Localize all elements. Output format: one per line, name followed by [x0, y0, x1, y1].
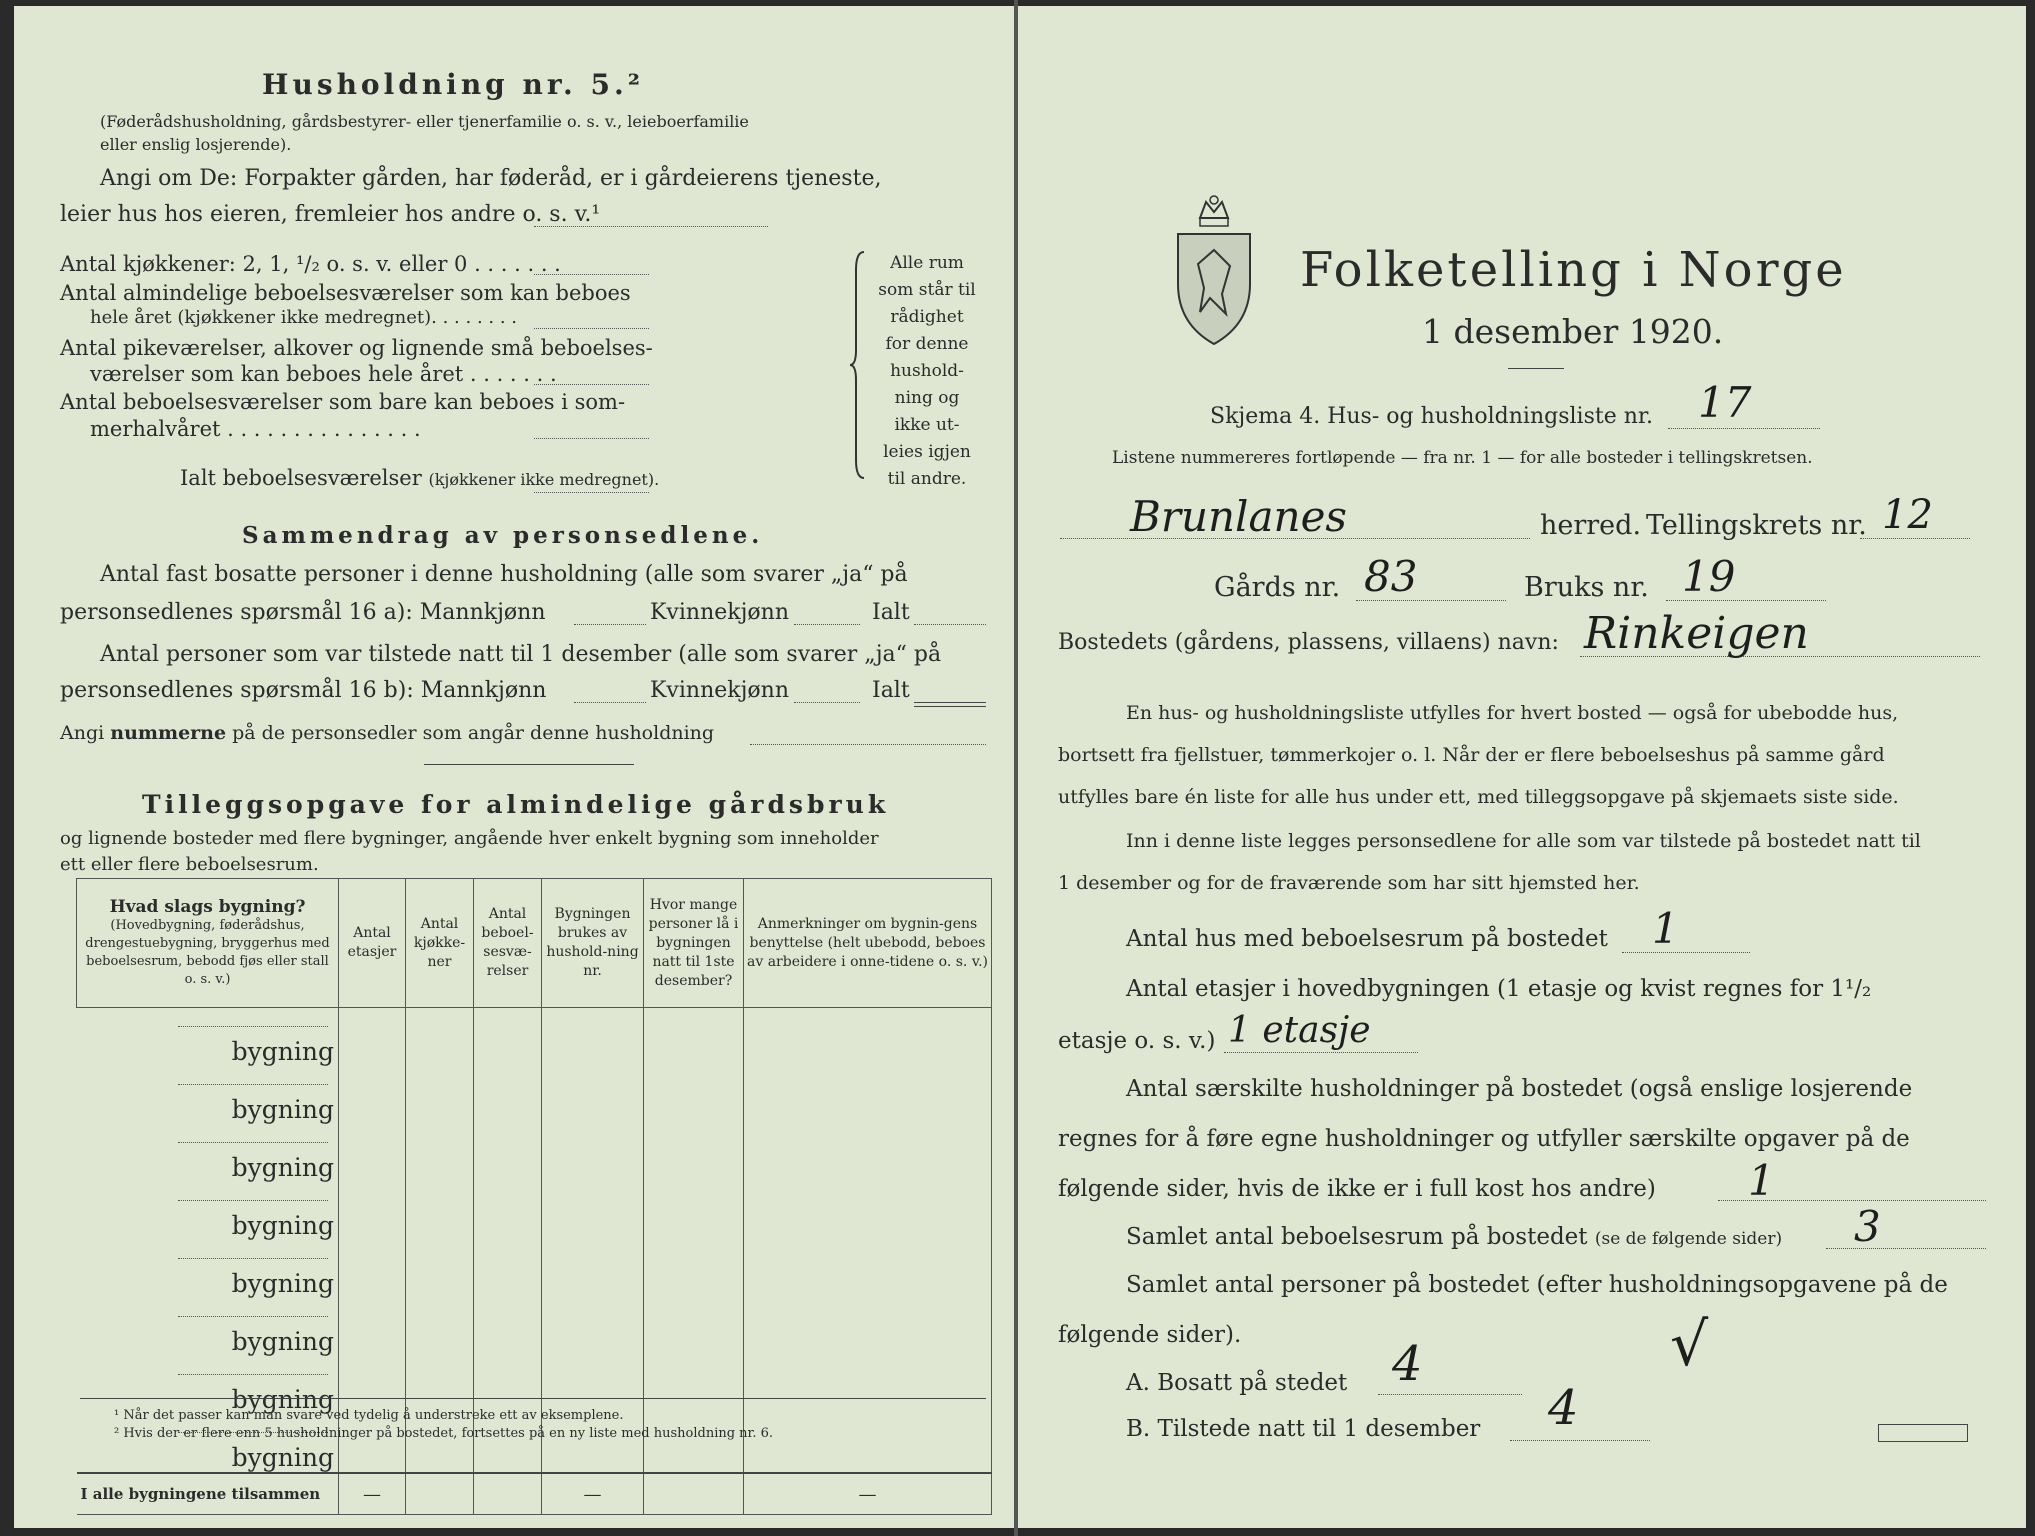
kitchens-label: Antal kjøkkener: 2, 1, ¹/₂ o. s. v. eller 0 . . . . . . .	[60, 252, 561, 276]
building-row-cell	[744, 1414, 992, 1473]
b-line	[1510, 1440, 1650, 1441]
supplement-heading: Tilleggsopgave for almindelige gårdsbruk	[142, 790, 890, 819]
building-row-label	[77, 1356, 339, 1414]
a-label: A. Bosatt på stedet	[1126, 1370, 1348, 1396]
summer-line	[534, 438, 649, 439]
summary-p1-l2: personsedlenes spørsmål 16 a): Mannkjønn	[60, 600, 546, 625]
building-row-cell	[339, 1240, 406, 1298]
row-fill-line	[178, 1026, 328, 1027]
herred-label: herred.	[1540, 510, 1642, 541]
gards-value: 83	[1364, 552, 1418, 601]
row-fill-line	[178, 1374, 328, 1375]
footnote-1: ¹ Når det passer kan man svare ved tydelig å understreke ett av eksemplene.	[114, 1408, 624, 1423]
coat-of-arms	[1170, 194, 1258, 356]
printer-stamp	[1878, 1424, 1968, 1442]
building-row-cell	[542, 1008, 644, 1067]
side-note-line: ning og	[894, 388, 960, 408]
coat-of-arms-icon	[1170, 194, 1258, 352]
building-row-cell	[474, 1182, 542, 1240]
left-page	[14, 6, 1014, 1528]
bosted-value: Rinkeigen	[1584, 608, 1809, 659]
answer-line	[534, 226, 768, 227]
row-label-text: bygning	[231, 1269, 334, 1298]
krets-line	[1860, 538, 1970, 539]
krets-label: Tellingskrets nr.	[1646, 510, 1867, 541]
p1-female-label: Kvinnekjønn	[650, 600, 789, 625]
ordinary-rooms-l2: hele året (kjøkkener ikke medregnet). . . . . . . .	[90, 307, 517, 328]
table-row	[77, 1124, 992, 1182]
col-household-no: Bygningen brukes av hushold-ning nr.	[542, 879, 644, 1008]
side-note-line: leies igjen	[883, 442, 971, 462]
side-note-line: rådighet	[890, 307, 964, 327]
numbers-post: på de personsedler som angår denne husholdning	[232, 722, 715, 744]
building-row-cell	[339, 1356, 406, 1414]
total-floors-dash: —	[339, 1473, 406, 1515]
q-rooms-line	[1826, 1248, 1986, 1249]
p1-total-line	[914, 624, 986, 625]
col-kitchens: Antal kjøkke-ner	[406, 879, 474, 1008]
q-rooms-value: 3	[1854, 1202, 1881, 1251]
a-line	[1378, 1394, 1522, 1395]
instr-l2: bortsett fra fjellstuer, tømmerkojer o. l. Når der er flere beboelseshus på samme gård	[1058, 744, 1885, 766]
building-row-cell	[542, 1356, 644, 1414]
col-remarks: Anmerkninger om bygnin-gens benyttelse (helt ubebodd, beboes av arbeidere i onne-tidene o. s. v.)	[744, 879, 992, 1008]
building-row-cell	[406, 1066, 474, 1124]
building-row-cell	[644, 1124, 744, 1182]
side-note-line: som står til	[878, 280, 976, 300]
building-row-label	[77, 1066, 339, 1124]
household-title: Husholdning nr. 5.²	[262, 68, 645, 101]
census-date: 1 desember 1920.	[1422, 312, 1724, 351]
q-rooms-text: Samlet antal beboelsesrum på bostedet	[1126, 1224, 1588, 1250]
ordinary-rooms-l1: Antal almindelige beboelsesværelser som kan beboes	[60, 281, 631, 305]
building-row-cell	[644, 1240, 744, 1298]
gards-label: Gårds nr.	[1214, 572, 1341, 603]
building-row-label	[77, 1182, 339, 1240]
col-rooms: Antal beboel-sesvæ-relser	[474, 879, 542, 1008]
q-houses-value: 1	[1652, 904, 1679, 953]
row-label-text: bygning	[231, 1385, 334, 1414]
question-line1: Angi om De: Forpakter gården, har føderåd, er i gårdeierens tjeneste,	[100, 166, 882, 191]
numbers-line	[750, 744, 986, 745]
supplement-text-l2: ett eller flere beboelsesrum.	[60, 854, 319, 875]
building-row-cell	[744, 1008, 992, 1067]
building-row-cell	[744, 1298, 992, 1356]
row-label-text: bygning	[231, 1037, 334, 1066]
table-row	[77, 1066, 992, 1124]
q-hh-l3: følgende sider, hvis de ikke er i full kost hos andre)	[1058, 1176, 1656, 1202]
building-row-cell	[744, 1356, 992, 1414]
building-row-label	[77, 1124, 339, 1182]
building-row-cell	[406, 1008, 474, 1067]
krets-value: 12	[1882, 492, 1933, 538]
summary-p2-l2: personsedlenes spørsmål 16 b): Mannkjønn	[60, 678, 547, 703]
p2-male-line	[574, 702, 646, 703]
side-note	[872, 250, 982, 493]
building-row-label	[77, 1298, 339, 1356]
q-floors-l1: Antal etasjer i hovedbygningen (1 etasje og kvist regnes for 1¹/₂	[1126, 976, 1872, 1002]
schema-label: Skjema 4. Hus- og husholdningsliste nr.	[1210, 404, 1653, 429]
q-persons-l1: Samlet antal personer på bostedet (efter husholdningsopgavene på de	[1126, 1272, 1948, 1298]
p2-total-line-2	[914, 706, 986, 707]
building-row-cell	[744, 1124, 992, 1182]
bosted-label: Bostedets (gårdens, plassens, villaens) navn:	[1058, 630, 1559, 655]
building-row-cell	[744, 1182, 992, 1240]
summary-heading: Sammendrag av personsedlene.	[242, 522, 764, 549]
building-row-cell	[339, 1298, 406, 1356]
census-title: Folketelling i Norge	[1300, 242, 1847, 298]
supplement-text-l1: og lignende bosteder med flere bygninger, angående hver enkelt bygning som inneholder	[60, 828, 879, 849]
maid-rooms-l2: værelser som kan beboes hele året . . . . . . .	[90, 362, 557, 386]
building-row-cell	[474, 1356, 542, 1414]
table-row	[77, 1008, 992, 1067]
row-fill-line	[178, 1258, 328, 1259]
b-value: 4	[1548, 1380, 1579, 1436]
q-houses-line	[1622, 952, 1750, 953]
numbering-note: Listene nummereres fortløpende — fra nr. 1 — for alle bosteder i tellingskretsen.	[1112, 448, 1813, 468]
building-row-cell	[644, 1356, 744, 1414]
building-row-cell	[474, 1066, 542, 1124]
building-row-cell	[406, 1356, 474, 1414]
building-row-cell	[339, 1066, 406, 1124]
bruks-label: Bruks nr.	[1524, 572, 1649, 603]
building-row-label	[77, 1240, 339, 1298]
instr-l1: En hus- og husholdningsliste utfylles for hvert bosted — også for ubebodde hus,	[1126, 702, 1899, 724]
row-fill-line	[178, 1316, 328, 1317]
footnote-rule	[80, 1398, 986, 1399]
total-remarks-dash: —	[744, 1473, 992, 1515]
p2-total-line	[914, 702, 986, 703]
total-household-dash: —	[542, 1473, 644, 1515]
row-label-text: bygning	[231, 1153, 334, 1182]
building-row-cell	[339, 1124, 406, 1182]
building-row-cell	[744, 1240, 992, 1298]
summary-p2-l1: Antal personer som var tilstede natt til 1 desember (alle som svarer „ja“ på	[100, 642, 942, 667]
building-row-cell	[644, 1298, 744, 1356]
herred-value: Brunlanes	[1130, 492, 1347, 541]
a-value: 4	[1392, 1336, 1423, 1392]
building-row-cell	[644, 1066, 744, 1124]
building-row-cell	[339, 1008, 406, 1067]
building-row-cell	[644, 1182, 744, 1240]
table-row	[77, 1356, 992, 1414]
instr-l5: 1 desember og for de fraværende som har sitt hjemsted her.	[1058, 872, 1640, 894]
building-row-cell	[542, 1066, 644, 1124]
building-row-cell	[406, 1124, 474, 1182]
schema-value: 17	[1698, 378, 1752, 427]
building-row-cell	[474, 1240, 542, 1298]
row-fill-line	[178, 1142, 328, 1143]
q-floors-value: 1 etasje	[1228, 1010, 1371, 1051]
total-rooms	[474, 1473, 542, 1515]
side-note-line: for denne	[885, 334, 969, 354]
q-houses: Antal hus med beboelsesrum på bostedet	[1126, 926, 1608, 952]
building-row-cell	[644, 1414, 744, 1473]
building-table-header	[77, 879, 992, 1008]
kitchens-line	[534, 274, 649, 275]
side-note-line: ikke ut-	[894, 415, 960, 435]
b-label: B. Tilstede natt til 1 desember	[1126, 1416, 1481, 1442]
building-row-cell	[406, 1240, 474, 1298]
p2-female-label: Kvinnekjønn	[650, 678, 789, 703]
total-rooms-text: Ialt beboelsesværelser	[180, 466, 422, 490]
building-row-cell	[406, 1298, 474, 1356]
col-building-type	[77, 879, 339, 1008]
building-row-cell	[474, 1008, 542, 1067]
instr-l4: Inn i denne liste legges personsedlene for alle som var tilstede på bostedet natt til	[1126, 830, 1921, 852]
col-persons: Hvor mange personer lå i bygningen natt til 1ste desember?	[644, 879, 744, 1008]
col-building-type-title: Hvad slags bygning?	[109, 896, 306, 917]
p1-female-line	[794, 624, 860, 625]
total-rooms-label	[180, 466, 659, 490]
maid-line	[534, 384, 649, 385]
q-persons-l2: følgende sider).	[1058, 1322, 1242, 1348]
p2-total-label: Ialt	[872, 678, 910, 703]
building-row-cell	[542, 1124, 644, 1182]
row-label-text: bygning	[231, 1443, 334, 1472]
col-floors: Antal etasjer	[339, 879, 406, 1008]
q-hh-l2: regnes for å føre egne husholdninger og utfyller særskilte opgaver på de	[1058, 1126, 1910, 1152]
schema-line	[1668, 428, 1820, 429]
building-row-cell	[542, 1240, 644, 1298]
total-line	[534, 492, 649, 493]
building-row-cell	[406, 1182, 474, 1240]
building-row-cell	[474, 1298, 542, 1356]
row-fill-line	[178, 1084, 328, 1085]
q-floors-l2: etasje o. s. v.)	[1058, 1028, 1216, 1054]
numbers-bold: nummerne	[110, 722, 227, 744]
building-row-cell	[542, 1182, 644, 1240]
q-hh-l1: Antal særskilte husholdninger på bostedet (også enslige losjerende	[1126, 1076, 1913, 1102]
q-hh-value: 1	[1748, 1156, 1775, 1205]
herred-line	[1060, 538, 1530, 539]
household-subtitle: (Føderådshusholdning, gårdsbestyrer- eller tjenerfamilie o. s. v., leieboerfamilie eller enslig losjerende).	[100, 112, 749, 154]
row-fill-line	[178, 1200, 328, 1201]
table-total-row	[77, 1473, 992, 1515]
table-row	[77, 1240, 992, 1298]
building-row-cell	[542, 1298, 644, 1356]
checkmark: √	[1670, 1310, 1709, 1380]
side-note-line: Alle rum	[890, 253, 964, 273]
total-persons	[644, 1473, 744, 1515]
bruks-value: 19	[1682, 552, 1736, 601]
p1-total-label: Ialt	[872, 600, 910, 625]
title-rule	[1508, 368, 1564, 369]
total-rooms-note: (kjøkkener ikke medregnet).	[428, 470, 660, 489]
p1-male-line	[574, 624, 646, 625]
col-building-type-sub: (Hovedbygning, føderådshus, drengestuebygning, bryggerhus med beboelsesrum, bebodd fjøs eller stall o. s. v.)	[85, 917, 330, 987]
section-divider	[424, 764, 634, 765]
q-floors-line	[1224, 1052, 1418, 1053]
brace	[850, 250, 870, 485]
instr-l3: utfylles bare én liste for alle hus under ett, med tilleggsopgave på skjemaets siste side.	[1058, 786, 1899, 808]
q-rooms-note: (se de følgende sider)	[1594, 1229, 1783, 1249]
row-label-text: bygning	[231, 1327, 334, 1356]
building-row-label	[77, 1008, 339, 1067]
maid-rooms-l1: Antal pikeværelser, alkover og lignende små beboelses-	[60, 336, 653, 360]
building-row-cell	[644, 1008, 744, 1067]
table-row	[77, 1298, 992, 1356]
summer-rooms-l1: Antal beboelsesværelser som bare kan beboes i som-	[60, 390, 626, 414]
summer-rooms-l2: merhalvåret . . . . . . . . . . . . . . .	[90, 417, 421, 441]
row-label-text: bygning	[231, 1211, 334, 1240]
ordinary-line	[534, 328, 649, 329]
question-line2: leier hus hos eieren, fremleier hos andre o. s. v.¹	[60, 202, 601, 227]
row-label-text: bygning	[231, 1095, 334, 1124]
side-note-line: hushold-	[890, 361, 964, 381]
numbers-pre: Angi	[60, 722, 105, 744]
building-row-cell	[474, 1124, 542, 1182]
numbers-label	[60, 722, 714, 744]
table-row	[77, 1182, 992, 1240]
summary-p1-l1: Antal fast bosatte personer i denne husholdning (alle som svarer „ja“ på	[100, 562, 908, 587]
building-row-cell	[339, 1182, 406, 1240]
side-note-line: til andre.	[887, 469, 967, 489]
q-rooms	[1126, 1224, 1782, 1250]
p2-female-line	[794, 702, 860, 703]
brace-icon	[850, 250, 870, 480]
footnote-2: ² Hvis der er flere enn 5 husholdninger på bostedet, fortsettes på en ny liste med husholdning nr. 6.	[114, 1426, 774, 1441]
right-page	[1018, 6, 2026, 1528]
building-row-cell	[744, 1066, 992, 1124]
total-row-label: I alle bygningene tilsammen	[77, 1473, 339, 1515]
total-kitchens	[406, 1473, 474, 1515]
